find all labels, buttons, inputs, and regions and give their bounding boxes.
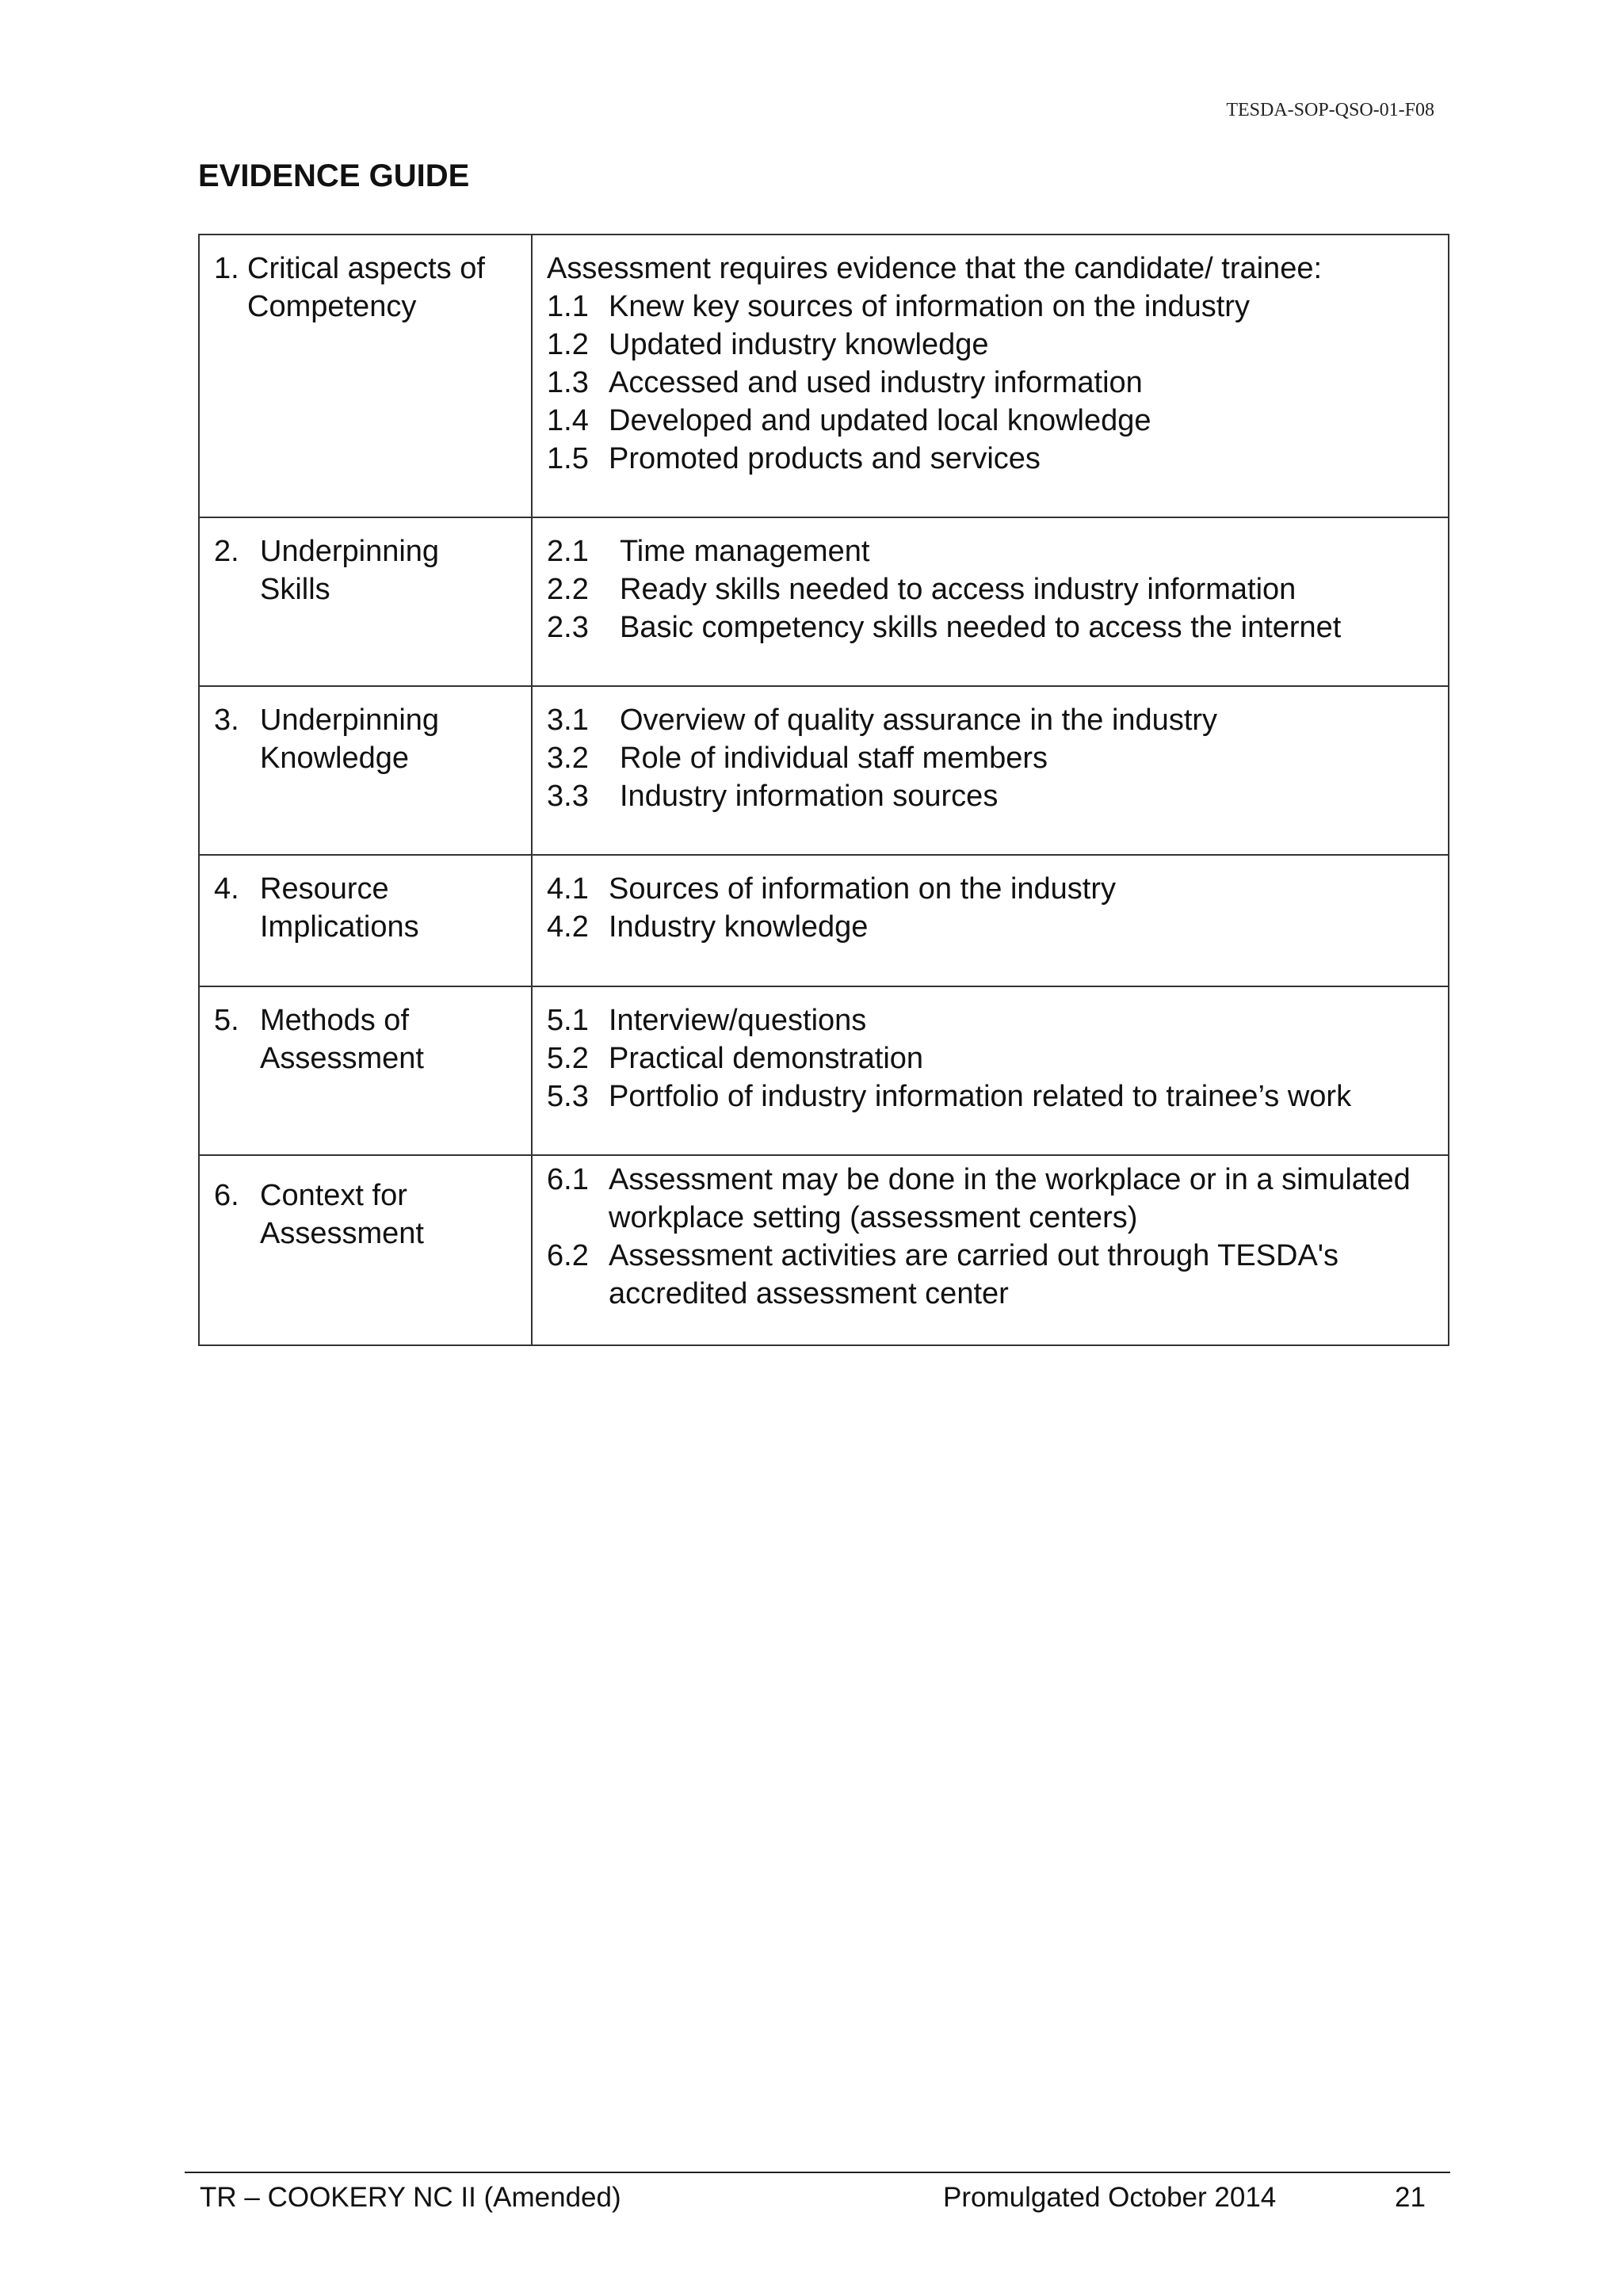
row-label-line: Assessment	[260, 1217, 424, 1250]
item-number: 1.4	[547, 404, 589, 437]
row-label-line: Knowledge	[260, 742, 410, 775]
row-label-line: Resource	[260, 872, 389, 906]
row-label-line: Competency	[247, 290, 417, 323]
item-number: 3.3	[547, 780, 589, 813]
row-label	[214, 1001, 517, 1077]
row-intro: Assessment requires evidence that the candidate/ trainee:	[547, 252, 1323, 285]
item-text: Promoted products and services	[609, 442, 1041, 475]
item-number: 1.1	[547, 290, 589, 323]
row-label-cell	[199, 686, 532, 855]
item-number: 1.5	[547, 442, 589, 475]
row-content-cell	[532, 1155, 1449, 1345]
item-text: Time management	[620, 535, 870, 568]
table-row	[199, 235, 1449, 517]
item-text: Portfolio of industry information related to trainee’s work	[609, 1080, 1352, 1113]
table-row	[199, 1155, 1449, 1345]
row-label-line: Underpinning	[260, 704, 440, 737]
list-item	[547, 608, 1434, 646]
row-label-line: Skills	[260, 573, 330, 606]
item-text: Updated industry knowledge	[609, 328, 989, 361]
item-number: 5.2	[547, 1042, 589, 1075]
list-item	[547, 870, 1434, 908]
row-label	[214, 1177, 517, 1253]
item-number: 1.2	[547, 328, 589, 361]
page-number: 21	[1395, 2182, 1426, 2213]
row-label-line: Assessment	[260, 1042, 424, 1075]
list-item	[547, 1001, 1434, 1039]
row-number: 5.	[214, 1004, 239, 1037]
table-row	[199, 686, 1449, 855]
row-label	[214, 701, 517, 777]
list-item	[547, 701, 1434, 739]
item-text: Basic competency skills needed to access the internet	[620, 611, 1342, 644]
list-item	[547, 364, 1434, 402]
row-label-cell	[199, 235, 532, 517]
item-text: Industry information sources	[620, 780, 999, 813]
row-label-text	[260, 870, 517, 946]
item-text: Accessed and used industry information	[609, 366, 1143, 399]
evidence-guide-table	[198, 234, 1449, 1346]
row-label-text	[260, 1001, 517, 1077]
item-text: Interview/questions	[609, 1004, 867, 1037]
row-content-cell	[532, 855, 1449, 986]
item-text: Assessment activities are carried out through TESDA's accredited assessment center	[609, 1239, 1339, 1310]
list-item	[547, 739, 1434, 777]
item-number: 5.3	[547, 1080, 589, 1113]
item-number: 2.3	[547, 611, 589, 644]
row-label-line: Critical aspects of	[247, 252, 485, 285]
row-label-text	[247, 250, 517, 326]
row-content-cell	[532, 517, 1449, 686]
item-text: Overview of quality assurance in the industry	[620, 704, 1218, 737]
item-number: 4.1	[547, 872, 589, 906]
row-label	[214, 250, 517, 326]
list-item	[547, 777, 1434, 815]
item-number: 6.1	[547, 1163, 589, 1196]
row-content-cell	[532, 686, 1449, 855]
footer-promulgation-date: Promulgated October 2014	[943, 2182, 1277, 2213]
item-number: 2.1	[547, 535, 589, 568]
row-label-line: Methods of	[260, 1004, 409, 1037]
row-number: 4.	[214, 872, 239, 906]
list-item	[547, 1077, 1434, 1116]
item-number: 6.2	[547, 1239, 589, 1272]
row-number: 6.	[214, 1179, 239, 1212]
row-content-cell	[532, 235, 1449, 517]
item-text: Industry knowledge	[609, 910, 869, 944]
footer-divider	[185, 2172, 1450, 2173]
item-text: Developed and updated local knowledge	[609, 404, 1151, 437]
row-label-cell	[199, 855, 532, 986]
item-text: Knew key sources of information on the industry	[609, 290, 1250, 323]
item-number: 4.2	[547, 910, 589, 944]
row-label-text	[260, 701, 517, 777]
row-number: 1.	[214, 252, 239, 285]
item-number: 5.1	[547, 1004, 589, 1037]
item-text: Practical demonstration	[609, 1042, 924, 1075]
row-number: 2.	[214, 535, 239, 568]
list-item	[547, 326, 1434, 364]
item-number: 3.1	[547, 704, 589, 737]
row-label-cell	[199, 1155, 532, 1345]
list-item	[547, 288, 1434, 326]
item-text: Role of individual staff members	[620, 742, 1048, 775]
row-label	[214, 532, 517, 608]
list-item	[547, 440, 1434, 478]
table-row	[199, 517, 1449, 686]
row-label-text	[260, 1177, 517, 1253]
table-row	[199, 855, 1449, 986]
list-item	[547, 908, 1434, 946]
page-title: EVIDENCE GUIDE	[198, 158, 470, 193]
item-number: 1.3	[547, 366, 589, 399]
row-label-line: Underpinning	[260, 535, 440, 568]
row-label	[214, 870, 517, 946]
row-label-line: Implications	[260, 910, 419, 944]
row-label-cell	[199, 517, 532, 686]
item-number: 3.2	[547, 742, 589, 775]
row-label-cell	[199, 986, 532, 1155]
footer-document-title: TR – COOKERY NC II (Amended)	[200, 2182, 621, 2213]
row-label-line: Context for	[260, 1179, 407, 1212]
list-item	[547, 570, 1434, 608]
list-item	[547, 402, 1434, 440]
list-item	[547, 532, 1434, 570]
list-item	[547, 1237, 1434, 1313]
item-text: Ready skills needed to access industry information	[620, 573, 1296, 606]
row-number: 3.	[214, 704, 239, 737]
item-number: 2.2	[547, 573, 589, 606]
item-text: Assessment may be done in the workplace or in a simulated workplace setting (assessment centers)	[609, 1163, 1411, 1234]
list-item	[547, 1161, 1434, 1237]
list-item	[547, 1039, 1434, 1077]
table-row	[199, 986, 1449, 1155]
item-text: Sources of information on the industry	[609, 872, 1117, 906]
row-content-cell	[532, 986, 1449, 1155]
document-code: TESDA-SOP-QSO-01-F08	[1226, 100, 1434, 120]
row-label-text	[260, 532, 517, 608]
